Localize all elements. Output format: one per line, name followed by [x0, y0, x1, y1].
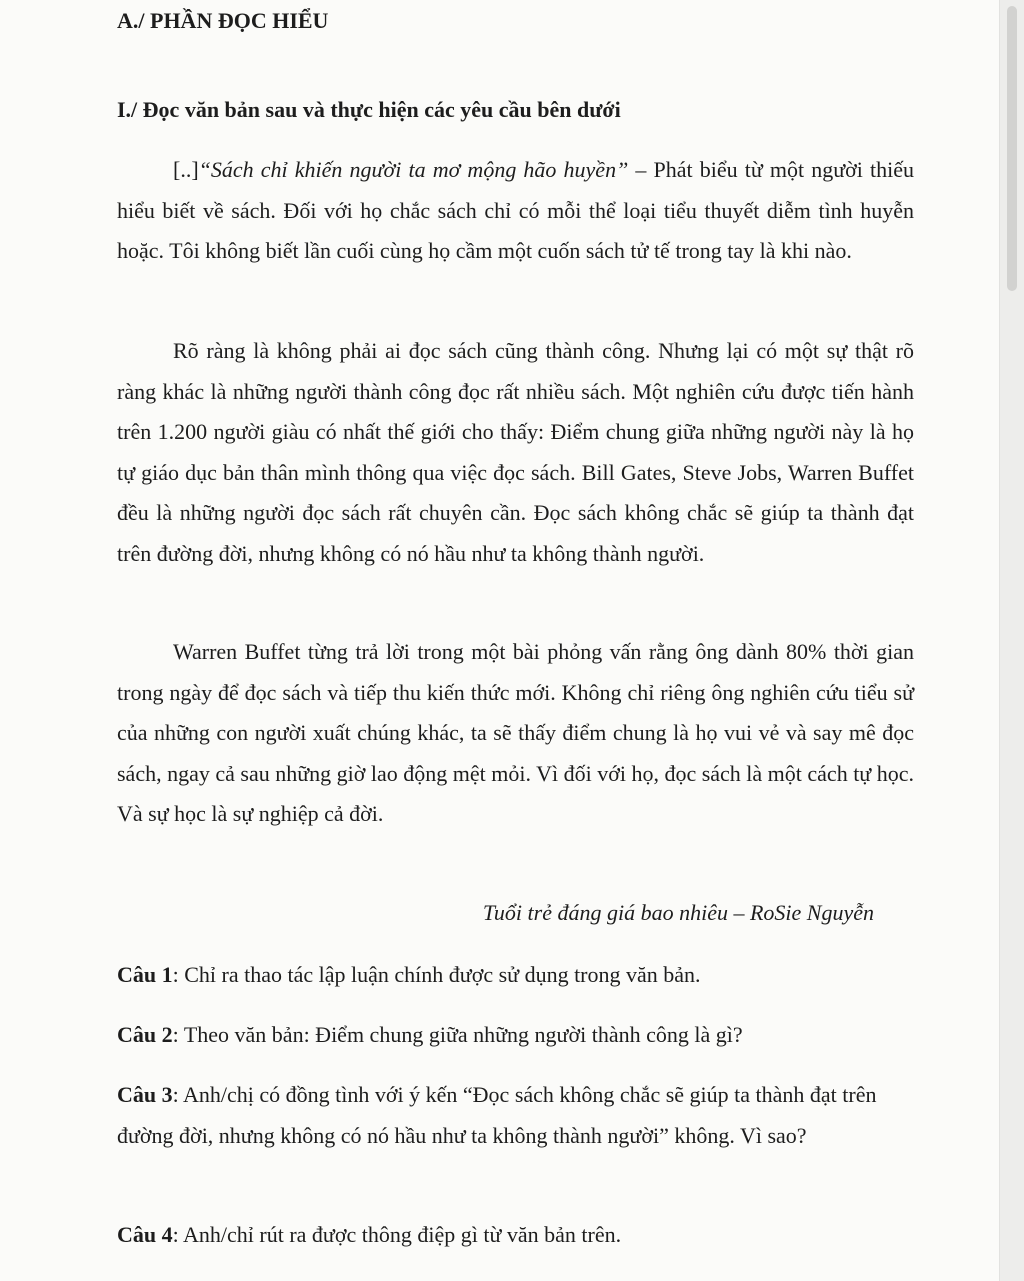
question-3-label: Câu 3 — [117, 1082, 173, 1107]
question-1 — [117, 955, 907, 996]
paragraph-1-lead: [..] — [173, 157, 199, 182]
question-1-label: Câu 1 — [117, 962, 173, 987]
paragraph-1-quote: “Sách chỉ khiến người ta mơ mộng hão huyền” — [198, 157, 629, 182]
question-4 — [117, 1215, 907, 1256]
section-title: A./ PHẦN ĐỌC HIỂU — [117, 8, 329, 33]
question-2 — [117, 1015, 907, 1056]
question-1-text: : Chỉ ra thao tác lập luận chính được sử dụng trong văn bản. — [172, 962, 701, 987]
paragraph-2: Rõ ràng là không phải ai đọc sách cũng thành công. Nhưng lại có một sự thật rõ ràng khác là những người thành công đọc rất nhiều sách. Một nghiên cứu được tiến hành trên 1.200 người giàu có nhất thế giới cho thấy: Điểm chung giữa những người này là họ tự giáo dục bản thân mình thông qua việc đọc sách. Bill Gates, Steve Jobs, Warren Buffet đều là những người đọc sách rất chuyên cần. Đọc sách không chắc sẽ giúp ta thành đạt trên đường đời, nhưng không có nó hầu như ta không thành người. — [117, 338, 914, 566]
scrollbar-thumb[interactable] — [1007, 6, 1017, 291]
question-3-text: : Anh/chị có đồng tình với ý kến “Đọc sách không chắc sẽ giúp ta thành đạt trên đường đời, nhưng không có nó hầu như ta không thành người” không. Vì sao? — [117, 1082, 877, 1148]
paragraph-3: Warren Buffet từng trả lời trong một bài phỏng vấn rằng ông dành 80% thời gian trong ngày để đọc sách và tiếp thu kiến thức mới. Không chỉ riêng ông nghiên cứu tiểu sử của những con người xuất chúng khác, ta sẽ thấy điểm chung là họ vui vẻ và say mê đọc sách, ngay cả sau những giờ lao động mệt mỏi. Vì đối với họ, đọc sách là một cách tự học. Và sự học là sự nghiệp cả đời. — [117, 639, 914, 826]
question-4-text: : Anh/chỉ rút ra được thông điệp gì từ văn bản trên. — [172, 1222, 622, 1247]
part-title: I./ Đọc văn bản sau và thực hiện các yêu cầu bên dưới — [117, 97, 621, 122]
vertical-scrollbar[interactable] — [999, 0, 1024, 1281]
paragraph-1-rest: – Phát biểu từ một người thiếu hiểu biết về sách. Đối với họ chắc sách chỉ có mỗi thể loại tiểu thuyết diễm tình huyễn hoặc. Tôi không biết lần cuối cùng họ cầm một cuốn sách tử tế trong tay là khi nào. — [117, 157, 914, 263]
question-2-text: : Theo văn bản: Điểm chung giữa những người thành công là gì? — [172, 1022, 743, 1047]
paragraph-1 — [117, 150, 914, 272]
source-citation: Tuổi trẻ đáng giá bao nhiêu – RoSie Nguyễn — [482, 900, 874, 925]
question-3 — [117, 1075, 907, 1156]
question-4-label: Câu 4 — [117, 1222, 173, 1247]
question-2-label: Câu 2 — [117, 1022, 173, 1047]
